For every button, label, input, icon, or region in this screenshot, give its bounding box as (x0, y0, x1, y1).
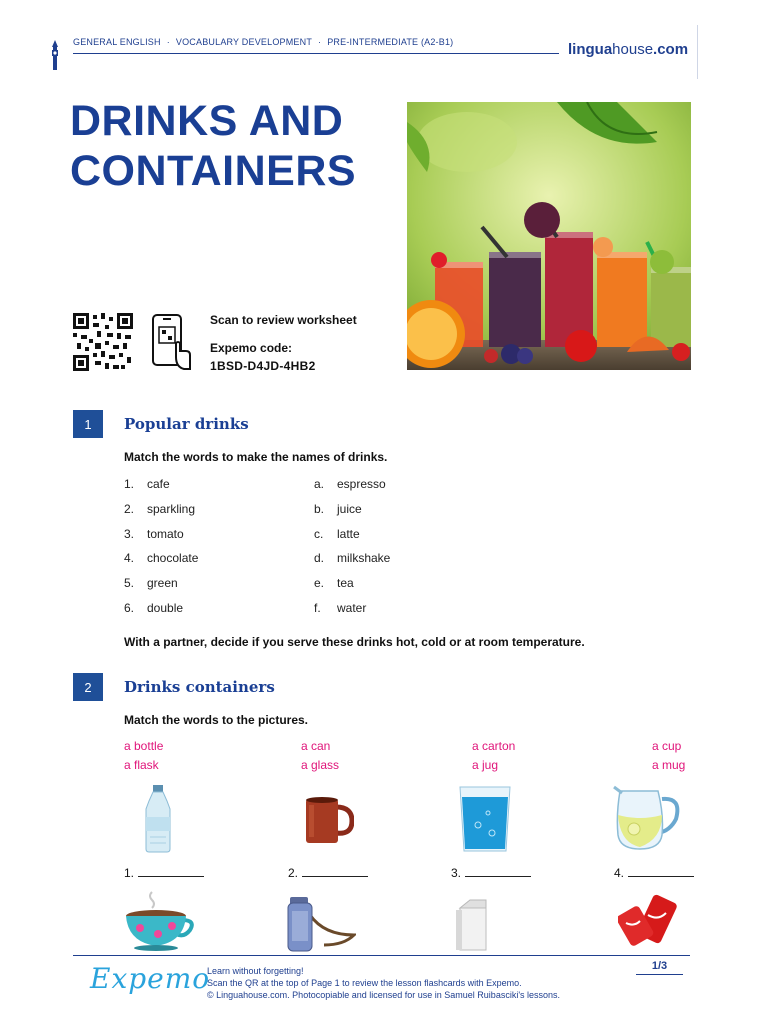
item-letter: d. (314, 551, 325, 565)
blank-number: 1. (124, 866, 135, 880)
brand-part: .com (653, 41, 689, 58)
answer-blank[interactable] (124, 866, 204, 880)
word-bank-item: a cup (652, 739, 682, 753)
breadcrumb-separator: · (318, 37, 322, 47)
title-line: DRINKS AND (70, 97, 344, 145)
page-number: 1/3 (636, 960, 683, 975)
item-text: milkshake (337, 551, 391, 565)
bottle-picture (140, 785, 176, 853)
item-number: 5. (124, 576, 135, 590)
list-item (124, 551, 198, 565)
answer-blank[interactable] (614, 866, 694, 880)
item-number: 3. (124, 527, 135, 541)
word-bank-item: a jug (472, 758, 499, 772)
section-instruction: Match the words to the pictures. (124, 713, 309, 727)
cup-picture (122, 890, 196, 952)
blank-line[interactable] (628, 866, 694, 877)
list-item (124, 527, 184, 541)
item-number: 2. (124, 502, 135, 516)
section-number-badge: 2 (73, 673, 103, 701)
blank-line[interactable] (138, 866, 204, 877)
phone-scan-icon (150, 313, 192, 371)
smoothies-photo (407, 102, 691, 370)
brand-logo (568, 41, 688, 58)
footer-line: Scan the QR at the top of Page 1 to review the lesson flashcards with Expemo. (207, 978, 522, 988)
item-letter: e. (314, 576, 325, 590)
item-letter: c. (314, 527, 324, 541)
breadcrumb-item: PRE-INTERMEDIATE (A2-B1) (327, 37, 454, 47)
answer-blank[interactable] (451, 866, 531, 880)
answer-blank[interactable] (288, 866, 368, 880)
jug-picture (612, 785, 684, 851)
word-bank-item: a flask (124, 758, 159, 772)
page-title (70, 96, 390, 196)
section-title: Drinks containers (124, 678, 275, 696)
item-text: green (147, 576, 178, 590)
list-item (124, 601, 183, 615)
item-text: water (337, 601, 367, 615)
item-text: chocolate (147, 551, 199, 565)
word-bank-item: a glass (301, 758, 340, 772)
section-instruction: Match the words to make the names of drinks. (124, 450, 388, 464)
blank-number: 3. (451, 866, 462, 880)
expemo-logo: Expemo (90, 962, 211, 995)
scan-instruction: Scan to review worksheet (210, 313, 357, 327)
mug-picture (300, 795, 354, 847)
word-bank-item: a bottle (124, 739, 164, 753)
footer-rule (73, 955, 690, 956)
section-title: Popular drinks (124, 415, 249, 433)
item-text: tea (337, 576, 354, 590)
list-item (314, 551, 390, 565)
item-text: latte (337, 527, 360, 541)
expemo-code-value: 1BSD-D4JD-4HB2 (210, 359, 316, 373)
expemo-code-label: Expemo code: (210, 341, 293, 355)
breadcrumb-separator: · (166, 37, 170, 47)
breadcrumb-item: VOCABULARY DEVELOPMENT (175, 37, 313, 47)
partner-instruction: With a partner, decide if you serve these drinks hot, cold or at room temperature. (124, 635, 585, 649)
section-number-badge: 1 (73, 410, 103, 438)
item-text: sparkling (147, 502, 196, 516)
header-vertical-rule (697, 25, 698, 79)
list-item (314, 576, 354, 590)
blank-line[interactable] (465, 866, 531, 877)
qr-code-icon[interactable] (73, 313, 133, 371)
flask-picture (284, 895, 356, 953)
word-bank-item: a can (301, 739, 331, 753)
footer-line: © Linguahouse.com. Photocopiable and licensed for use in Samuel Ruibasciki's lessons. (207, 990, 561, 1000)
item-text: espresso (337, 477, 386, 491)
list-item (124, 477, 170, 491)
glass-picture (458, 785, 512, 853)
carton-picture (454, 898, 492, 952)
breadcrumb (73, 37, 453, 47)
word-bank-item: a carton (472, 739, 516, 753)
item-letter: b. (314, 502, 325, 516)
blank-line[interactable] (302, 866, 368, 877)
list-item (314, 477, 386, 491)
header-rule (73, 53, 559, 54)
brand-part: house (612, 41, 654, 58)
brand-part: lingua (568, 41, 613, 58)
list-item (314, 502, 362, 516)
item-letter: a. (314, 477, 325, 491)
list-item (124, 576, 178, 590)
item-text: cafe (147, 477, 170, 491)
word-bank-item: a mug (652, 758, 686, 772)
can-picture (618, 893, 686, 949)
item-text: juice (337, 502, 362, 516)
footer-text (207, 965, 560, 1001)
list-item (314, 527, 360, 541)
item-text: double (147, 601, 184, 615)
footer-line: Learn without forgetting! (207, 966, 304, 976)
item-letter: f. (314, 601, 321, 615)
item-number: 1. (124, 477, 135, 491)
item-number: 4. (124, 551, 135, 565)
blank-number: 4. (614, 866, 625, 880)
title-line: CONTAINERS (70, 147, 357, 195)
breadcrumb-item: GENERAL ENGLISH (73, 37, 161, 47)
item-text: tomato (147, 527, 184, 541)
item-number: 6. (124, 601, 135, 615)
list-item (124, 502, 195, 516)
big-ben-icon (50, 40, 60, 70)
blank-number: 2. (288, 866, 299, 880)
list-item (314, 601, 366, 615)
